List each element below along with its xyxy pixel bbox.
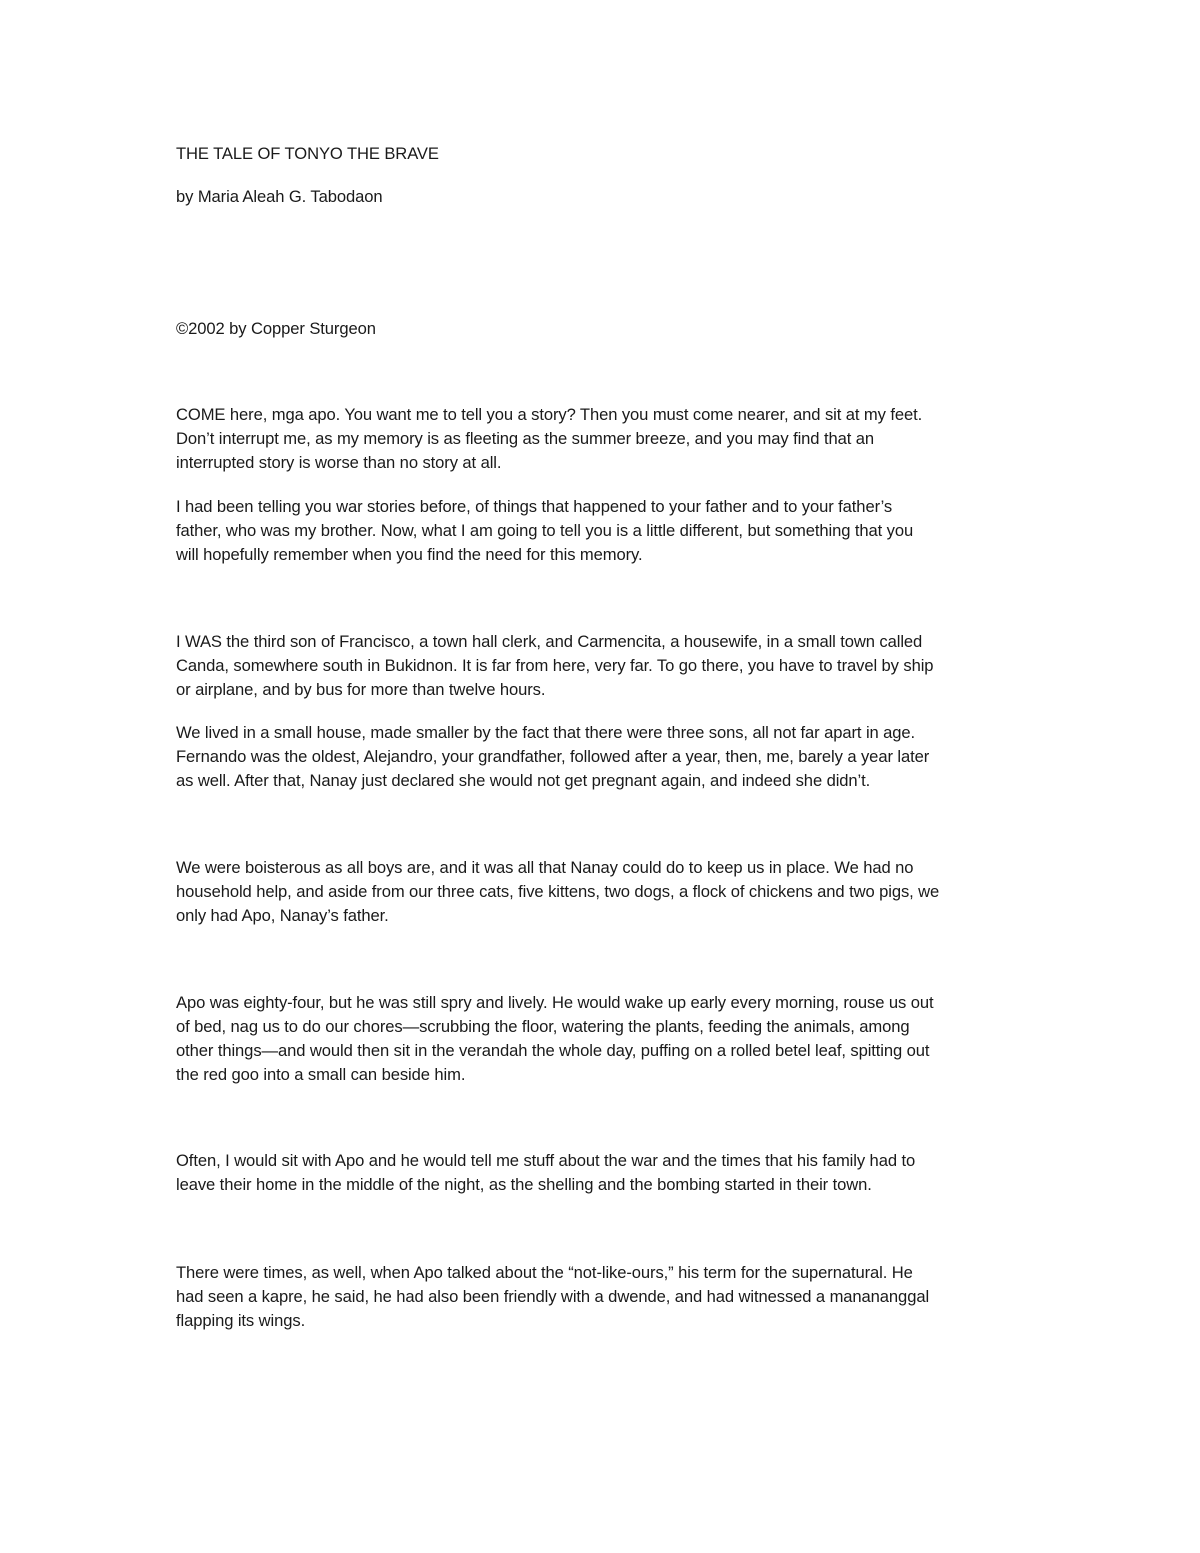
paragraph-line: Don’t interrupt me, as my memory is as fleeting as the summer breeze, and you may find that an bbox=[176, 429, 874, 448]
paragraph-line: I had been telling you war stories before, of things that happened to your father and to your father’s bbox=[176, 497, 893, 516]
copyright-notice: ©2002 by Copper Sturgeon bbox=[176, 319, 376, 338]
paragraph-line: COME here, mga apo. You want me to tell you a story? Then you must come nearer, and sit at my feet. bbox=[176, 405, 923, 424]
paragraph-line: leave their home in the middle of the night, as the shelling and the bombing started in their town. bbox=[176, 1175, 872, 1194]
paragraph-line: only had Apo, Nanay’s father. bbox=[176, 906, 389, 925]
paragraph-line: or airplane, and by bus for more than twelve hours. bbox=[176, 680, 546, 699]
paragraph-line: as well. After that, Nanay just declared she would not get pregnant again, and indeed she didn’t. bbox=[176, 771, 871, 790]
paragraph-line: will hopefully remember when you find the need for this memory. bbox=[176, 545, 643, 564]
paragraph-line: We lived in a small house, made smaller by the fact that there were three sons, all not far apart in age. bbox=[176, 723, 916, 742]
paragraph-line: I WAS the third son of Francisco, a town hall clerk, and Carmencita, a housewife, in a small town called bbox=[176, 632, 923, 651]
paragraph-line: flapping its wings. bbox=[176, 1311, 306, 1330]
paragraph-line: father, who was my brother. Now, what I am going to tell you is a little different, but something that you bbox=[176, 521, 914, 540]
paragraph-line: had seen a kapre, he said, he had also been friendly with a dwende, and had witnessed a manananggal bbox=[176, 1287, 930, 1306]
paragraph-line: other things—and would then sit in the verandah the whole day, puffing on a rolled betel leaf, spitting out bbox=[176, 1041, 930, 1060]
paragraph-line: interrupted story is worse than no story at all. bbox=[176, 453, 502, 472]
paragraph-line: Apo was eighty-four, but he was still spry and lively. He would wake up early every morning, rouse us out bbox=[176, 993, 934, 1012]
paragraph-line: There were times, as well, when Apo talked about the “not-like-ours,” his term for the supernatural. He bbox=[176, 1263, 913, 1282]
paragraph-line: Fernando was the oldest, Alejandro, your grandfather, followed after a year, then, me, barely a year later bbox=[176, 747, 930, 766]
paragraph-line: We were boisterous as all boys are, and it was all that Nanay could do to keep us in place. We had no bbox=[176, 858, 914, 877]
paragraph-line: the red goo into a small can beside him. bbox=[176, 1065, 466, 1084]
document-title: THE TALE OF TONYO THE BRAVE bbox=[176, 144, 439, 163]
paragraph-line: of bed, nag us to do our chores—scrubbing the floor, watering the plants, feeding the animals, among bbox=[176, 1017, 910, 1036]
paragraph-line: Often, I would sit with Apo and he would tell me stuff about the war and the times that his family had to bbox=[176, 1151, 916, 1170]
paragraph-line: household help, and aside from our three cats, five kittens, two dogs, a flock of chickens and two pigs, we bbox=[176, 882, 940, 901]
paragraph-line: Canda, somewhere south in Bukidnon. It is far from here, very far. To go there, you have to travel by ship bbox=[176, 656, 934, 675]
document-byline: by Maria Aleah G. Tabodaon bbox=[176, 187, 383, 206]
